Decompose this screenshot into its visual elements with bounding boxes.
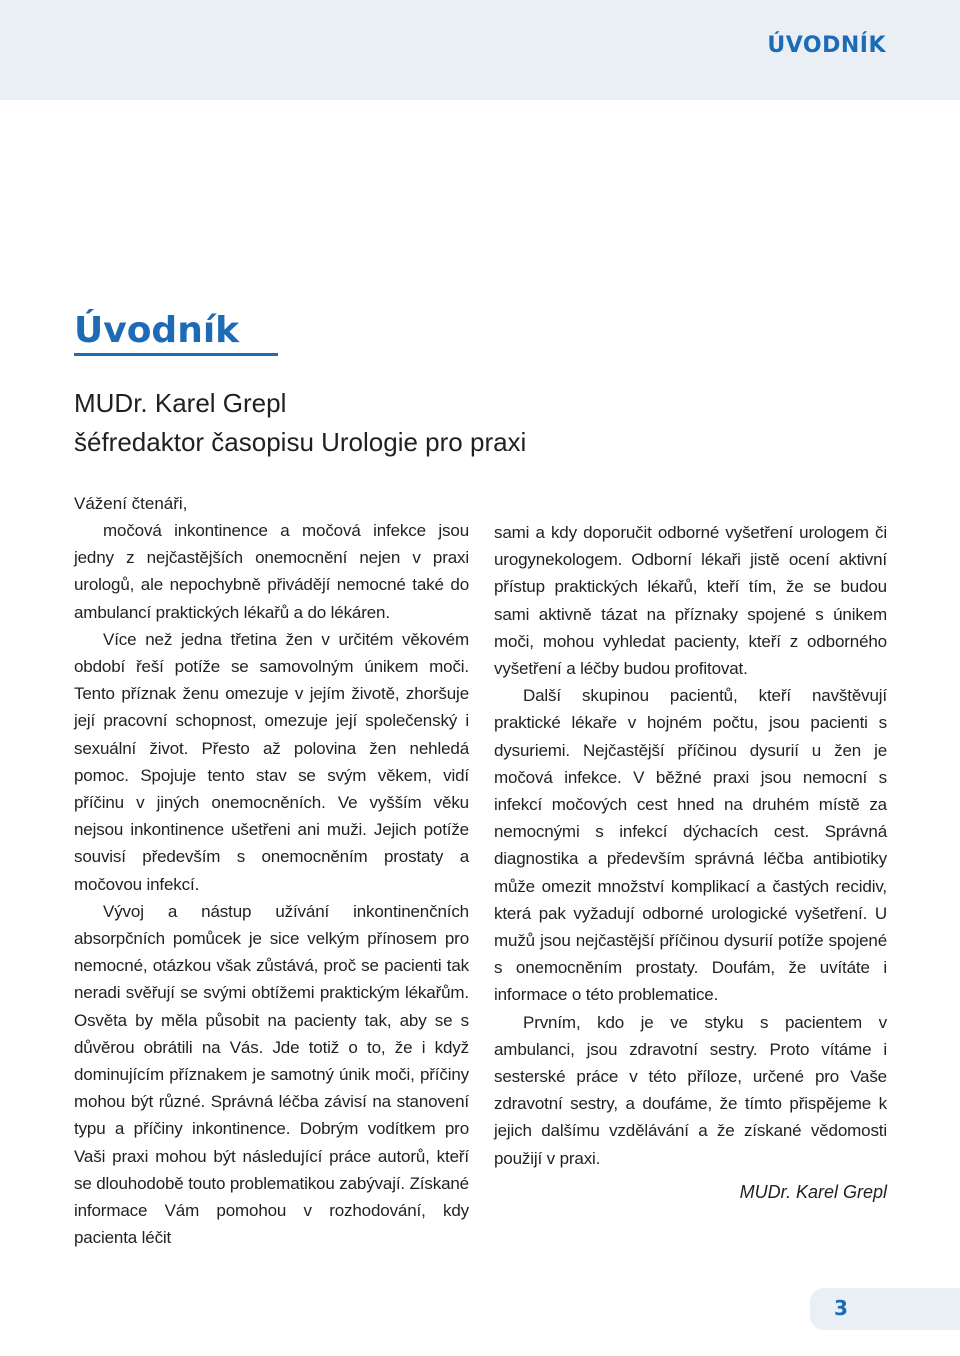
- page-title: Úvodník: [74, 310, 240, 351]
- signature: MUDr. Karel Grepl: [739, 1182, 887, 1202]
- header-band: [0, 0, 960, 100]
- paragraph: sami a kdy doporučit odborné vyšetření urologem či urogynekologem. Odborní lékaři jistě ocení aktivní přístup praktických lékařů, kteří tím, že se budou sami aktivně tázat na příznaky spojené s únikem moči, mohou vyhledat pacienty, kteří z odborného vyšetření a léčby budou profitovat.: [494, 523, 887, 679]
- paragraph: Vývoj a nástup užívání inkontinenčních absorpčních pomůcek je sice velkým přínosem pro nemocné, otázkou však zůstává, proč se pacienti tak neradi svěřují se svými obtížemi praktickým lékařům. Osvěta by měla působit na pacienty tak, aby se s důvěrou obrátili na Vás. Jde totiž o to, že i když dominujícím příznakem je samotný únik moči, příčiny mohou být různé. Správná léčba závisí na stanovení typu a příčiny inkontinence. Dobrým vodítkem pro Vaši praxi mohou být následující práce autorů, kteří se dlouhodobě touto problematikou zabývají. Získané informace Vám pomohou v rozhodování, kdy pacienta léčit: [74, 901, 469, 1248]
- title-underline: [74, 353, 278, 356]
- section-label: ÚVODNÍK: [767, 33, 886, 58]
- paragraph: Více než jedna třetina žen v určitém věkovém období řeší potíže se samovolným únikem moči. Tento příznak ženu omezuje v jejím životě, zhoršuje její pracovní schopnost, omezuje její společenský i sexuální život. Přesto až polovina žen nehledá pomoc. Spojuje tento stav se svým věkem, vidí příčinu v jiných onemocněních. Ve vyšším věku nejsou inkontinence ušetřeni ani muži. Jejich potíže souvisí především s onemocněním prostaty a močovou infekcí.: [74, 629, 469, 894]
- page-number-badge: [810, 1288, 960, 1330]
- paragraph: Další skupinou pacientů, kteří navštěvují praktické lékaře v hojném počtu, jsou pacienti s dysuriemi. Nejčastější příčinou dysurií u žen je močová infekce. V běžné praxi jsou nemocní s infekcí močových cest hned na druhém místě za nemocnými s infekcí dýchacích cest. Správná diagnostika a především správná léčba antibiotiky může omezit množství komplikací a častých recidiv, která pak vyžadují odborné urologické vyšetření. U mužů jsou nejčastější příčinou dysurií potíže spojené s onemocněním prostaty. Doufám, že uvítáte i informace o této problematice.: [494, 686, 887, 1005]
- author-block: [74, 384, 526, 462]
- right-column: [494, 519, 887, 1172]
- author-name: MUDr. Karel Grepl: [74, 388, 287, 418]
- left-column: [74, 517, 469, 1251]
- paragraph: Prvním, kdo je ve styku s pacientem v ambulanci, jsou zdravotní sestry. Proto vítáme i sesterské práce v této příloze, určené pro Vaše zdravotní sestry, a doufáme, že tímto přispějeme k jejich dalšímu vzdělávání a že získané vědomosti použijí v praxi.: [494, 1012, 887, 1168]
- greeting: Vážení čtenáři,: [74, 494, 188, 513]
- paragraph: močová inkontinence a močová infekce jsou jedny z nejčastějších onemocnění nejen v praxi urologů, ale nepochybně přivádějí nemocné také do ambulancí praktických lékařů a do lékáren.: [74, 521, 469, 622]
- page-number: 3: [834, 1296, 848, 1320]
- author-role: šéfredaktor časopisu Urologie pro praxi: [74, 427, 527, 457]
